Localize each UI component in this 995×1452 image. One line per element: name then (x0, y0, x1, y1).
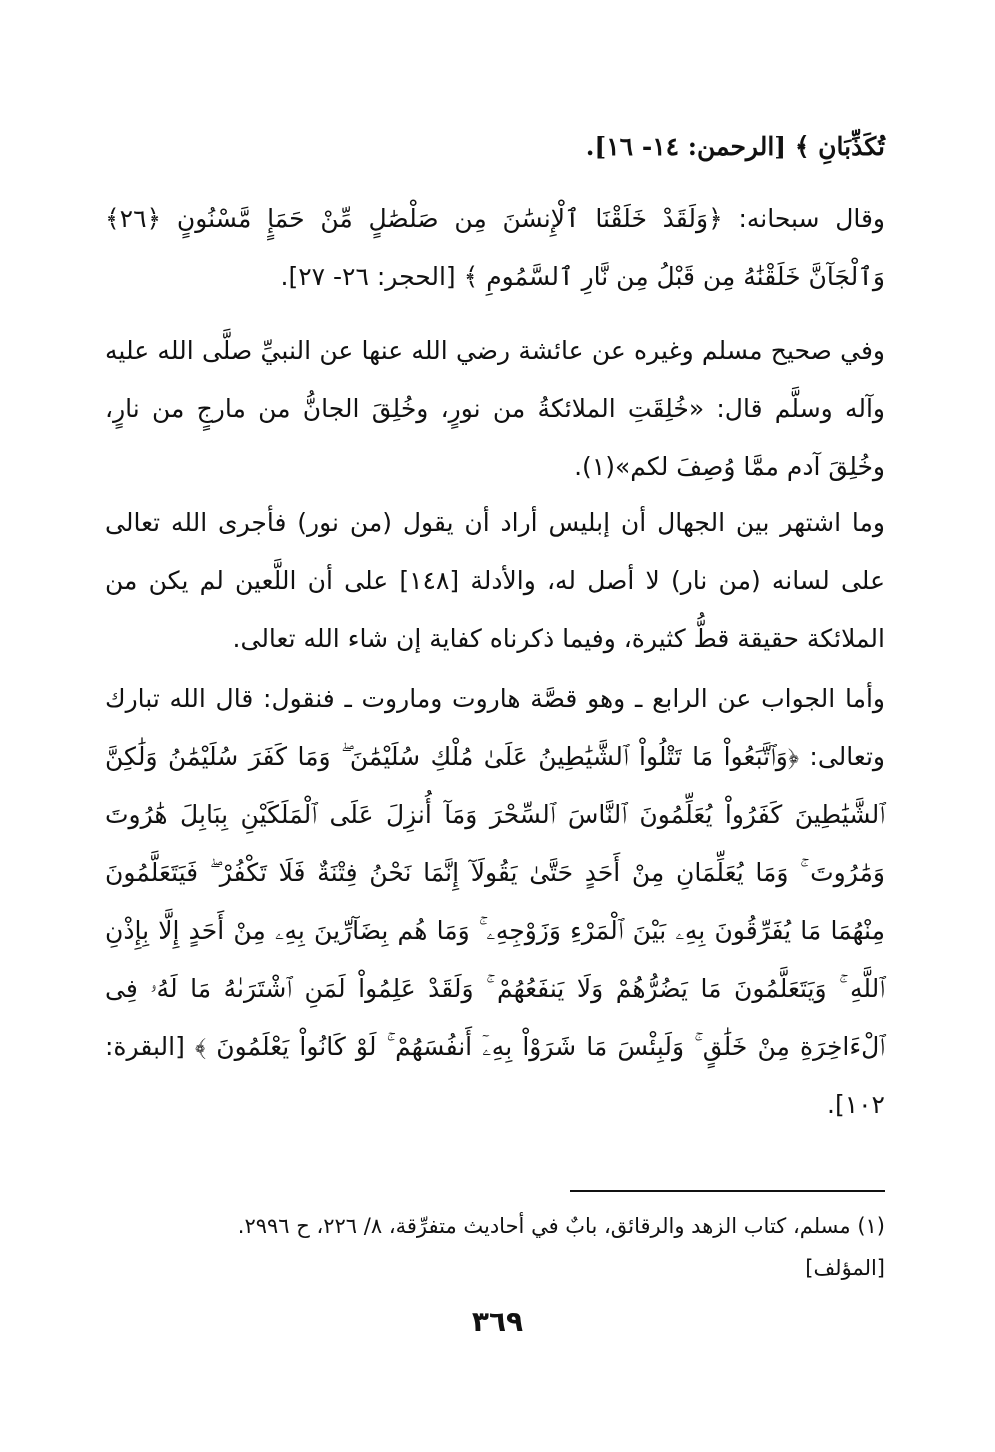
footnote (105, 1205, 885, 1289)
footnote-note: [المؤلف] (805, 1256, 885, 1280)
paragraph-hadith: وفي صحيح مسلم وغيره عن عائشة رضي الله عنها عن النبيِّ صلَّى الله عليه وآله وسلَّم قال: «خُلِقَتِ الملائكةُ من نورٍ، وخُلِقَ الجانُّ من مارجٍ من نارٍ، وخُلِقَ آدم ممَّا وُصِفَ لكم»(١). (105, 336, 885, 481)
page-number: ٣٦٩ (471, 1305, 524, 1338)
footnote-separator (570, 1190, 885, 1192)
verse-continuation: تُكَذِّبَانِ ﴾ [الرحمن: ١٤- ١٦]. (585, 132, 885, 161)
paragraph-iblis: وما اشتهر بين الجهال أن إبليس أراد أن يقول (من نور) فأجرى الله تعالى على لسانه (من نار) لا أصل له، والأدلة [١٤٨] على أن اللَّعين لم يكن من الملائكة حقيقة قطُّ كثيرة، وفيما ذكرناه كفاية إن شاء الله تعالى. (105, 508, 886, 653)
paragraph-harut-marut: وأما الجواب عن الرابع ـ وهو قصَّة هاروت وماروت ـ فنقول: قال الله تبارك وتعالى: ﴿وَٱتَّبَعُواْ مَا تَتْلُواْ ٱلشَّيَٰطِينُ عَلَىٰ مُلْكِ سُلَيْمَٰنَ ۖ وَمَا كَفَرَ سُلَيْمَٰنُ وَلَٰكِنَّ ٱلشَّيَٰطِينَ كَفَرُواْ يُعَلِّمُونَ ٱلنَّاسَ ٱلسِّحْرَ وَمَآ أُنزِلَ عَلَى ٱلْمَلَكَيْنِ بِبَابِلَ هَٰرُوتَ وَمَٰرُوتَ ۚ وَمَا يُعَلِّمَانِ مِنْ أَحَدٍ حَتَّىٰ يَقُولَآ إِنَّمَا نَحْنُ فِتْنَةٌ فَلَا تَكْفُرْ ۖ فَيَتَعَلَّمُونَ مِنْهُمَا مَا يُفَرِّقُونَ بِهِۦ بَيْنَ ٱلْمَرْءِ وَزَوْجِهِۦ ۚ وَمَا هُم بِضَآرِّينَ بِهِۦ مِنْ أَحَدٍ إِلَّا بِإِذْنِ ٱللَّهِ ۚ وَيَتَعَلَّمُونَ مَا يَضُرُّهُمْ وَلَا يَنفَعُهُمْ ۚ وَلَقَدْ عَلِمُواْ لَمَنِ ٱشْتَرَىٰهُ مَا لَهُۥ فِى ٱلْءَاخِرَةِ مِنْ خَلَٰقٍ ۚ وَلَبِئْسَ مَا شَرَوْاْ بِهِۦٓ أَنفُسَهُمْ ۚ لَوْ كَانُواْ يَعْلَمُونَ ﴾ [البقرة: ١٠٢]. (105, 684, 885, 1119)
footnote-text: (١) مسلم، كتاب الزهد والرقائق، بابٌ في أحاديث متفرِّقة، ٨/ ٢٢٦، ح ٢٩٩٦. (237, 1214, 885, 1238)
paragraph-quran-hijr: وقال سبحانه: ﴿وَلَقَدْ خَلَقْنَا ٱلْإِنسَٰنَ مِن صَلْصَٰلٍ مِّنْ حَمَإٍ مَّسْنُونٍ ﴿٢٦﴾ وَٱلْجَآنَّ خَلَقْنَٰهُ مِن قَبْلُ مِن نَّارِ ٱلسَّمُومِ ﴾ [الحجر: ٢٦- ٢٧]. (105, 204, 885, 291)
